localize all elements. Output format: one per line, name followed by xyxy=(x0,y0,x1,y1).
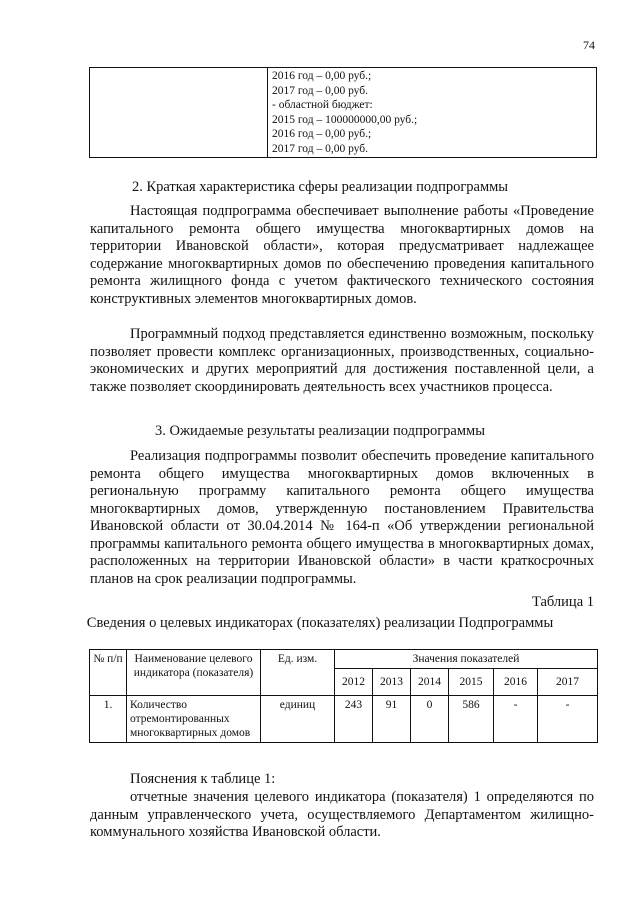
notes-text: отчетные значения целевого индикатора (показателя) 1 определяются по данным управленческого учета, осуществляемого Департаментом жилищно-коммунального хозяйства Ивановской области. xyxy=(90,789,594,840)
year-header: 2015 xyxy=(449,669,494,696)
page-number: 74 xyxy=(583,38,595,52)
row-value: - xyxy=(494,696,538,743)
table-caption: Сведения о целевых индикаторах (показателях) реализации Подпрограммы xyxy=(86,615,554,631)
funding-line: - областной бюджет: xyxy=(272,99,373,111)
header-num: № п/п xyxy=(90,650,127,696)
funding-table-continuation xyxy=(89,67,597,158)
section-3-paragraph-1: Реализация подпрограммы позволит обеспечить проведение капитального ремонта общего имущества многоквартирных домов включенных в региональную программу капитального ремонта общего имущества многоквартирных домов, утвержденную постановлением Правительства Ивановской области от 30.04.2014 № 164-п «Об утверждении региональной программы капитального ремонта общего имущества в многоквартирных домах, расположенных на территории Ивановской области» в части краткосрочных планов на срок реализации подпрограммы. xyxy=(90,448,594,587)
row-value: 243 xyxy=(335,696,373,743)
section-2-paragraph-1: Настоящая подпрограмма обеспечивает выполнение работы «Проведение капитального ремонта общего имущества многоквартирных домов на территории Ивановской области», которая предусматривает надлежащее содержание многоквартирных домов по обеспечению проведения капитального ремонта жилищного фонда с учетом фактического технического состояния конструктивных элементов многоквартирных домов. xyxy=(90,203,594,307)
row-value: 586 xyxy=(449,696,494,743)
row-value: 91 xyxy=(373,696,411,743)
row-value: 0 xyxy=(411,696,449,743)
year-header: 2012 xyxy=(335,669,373,696)
funding-line: 2017 год – 0,00 руб. xyxy=(272,142,368,155)
section-2-heading: 2. Краткая характеристика сферы реализации подпрограммы xyxy=(131,179,509,195)
funding-table-value-cell xyxy=(268,68,597,158)
funding-table-label-cell xyxy=(90,68,268,158)
header-unit: Ед. изм. xyxy=(261,650,335,696)
funding-line: 2017 год – 0,00 руб. xyxy=(272,84,368,97)
table-label: Таблица 1 xyxy=(531,594,594,610)
row-name: Количество отремонтированных многоквартирных домов xyxy=(127,696,261,743)
notes-title: Пояснения к таблице 1: xyxy=(130,771,276,787)
header-name: Наименование целевого индикатора (показателя) xyxy=(127,650,261,696)
funding-line: 2016 год – 0,00 руб.; xyxy=(272,70,372,82)
year-header: 2017 xyxy=(538,669,598,696)
year-header: 2016 xyxy=(494,669,538,696)
row-value: - xyxy=(538,696,598,743)
section-3-heading: 3. Ожидаемые результаты реализации подпрограммы xyxy=(155,423,485,439)
header-values: Значения показателей xyxy=(335,650,598,669)
funding-line: 2016 год – 0,00 руб.; xyxy=(272,128,372,140)
year-header: 2014 xyxy=(411,669,449,696)
row-unit: единиц xyxy=(261,696,335,743)
table-row xyxy=(90,696,598,743)
section-2-paragraph-2: Программный подход представляется единственно возможным, поскольку позволяет провести комплекс организационных, производственных, социально-экономических и других мероприятий для достижения поставленной цели, а также позволяет скоординировать деятельность всех участников процесса. xyxy=(90,326,594,395)
indicators-table xyxy=(89,649,598,743)
funding-line: 2015 год – 100000000,00 руб.; xyxy=(272,113,418,126)
row-num: 1. xyxy=(90,696,127,743)
year-header: 2013 xyxy=(373,669,411,696)
